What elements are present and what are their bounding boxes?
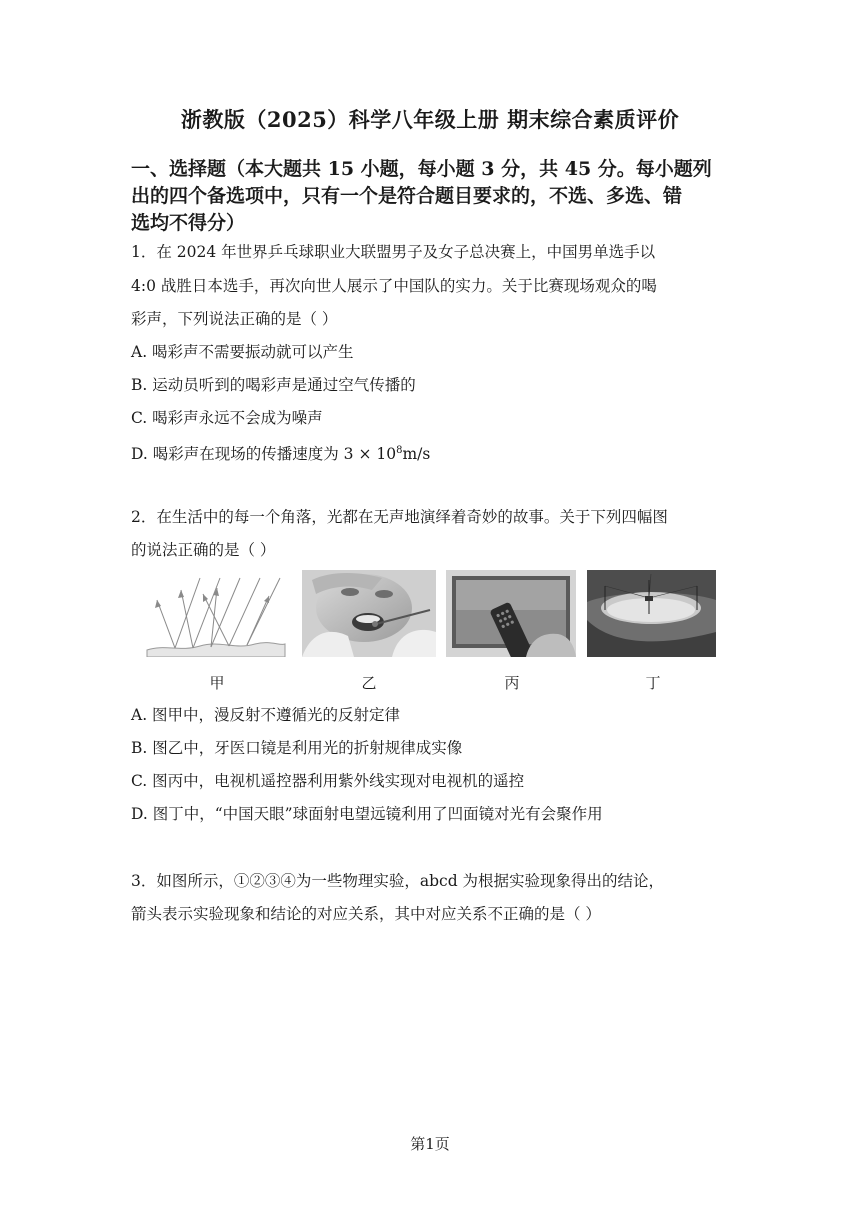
q2-option-c: C. 图丙中，电视机遥控器利用紫外线实现对电视机的遥控 xyxy=(131,772,525,790)
q1-stem-line-3: 彩声，下列说法正确的是（ ） xyxy=(131,310,338,328)
document-title: 浙教版（2025）科学八年级上册 期末综合素质评价 xyxy=(180,107,680,132)
q1-stem-line-2: 4:0 战胜日本选手，再次向世人展示了中国队的实力。关于比赛现场观众的喝 xyxy=(131,277,657,295)
figure-bing-tv-remote xyxy=(446,570,576,657)
section-line-3: 选均不得分） xyxy=(131,212,246,234)
q2-stem-line-1: 2．在生活中的每一个角落，光都在无声地演绎着奇妙的故事。关于下列四幅图 xyxy=(131,508,668,526)
q2-option-b: B. 图乙中，牙医口镜是利用光的折射规律成实像 xyxy=(131,739,463,757)
q2-option-d: D. 图丁中，“中国天眼”球面射电望远镜利用了凹面镜对光有会聚作用 xyxy=(131,805,603,823)
q2-stem-line-2: 的说法正确的是（ ） xyxy=(131,541,276,559)
page-number: 第1页 xyxy=(410,1135,450,1153)
figure-caption-jia: 甲 xyxy=(209,674,225,692)
section-heading xyxy=(131,156,731,237)
section-line-1: 一、选择题（本大题共 15 小题，每小题 3 分，共 45 分。每小题列 xyxy=(131,158,712,180)
q1-option-c: C. 喝彩声永远不会成为噪声 xyxy=(131,409,323,427)
q1-option-d-text: D. 喝彩声在现场的传播速度为 3 × 10 xyxy=(131,445,397,464)
q1-option-d-unit: m/s xyxy=(402,445,431,464)
q1-option-b: B. 运动员听到的喝彩声是通过空气传播的 xyxy=(131,376,416,394)
figure-jia-diffuse-reflection xyxy=(145,570,287,657)
q1-option-a: A. 喝彩声不需要振动就可以产生 xyxy=(131,343,354,361)
figure-ding-fast-telescope xyxy=(587,570,716,657)
q3-stem-line-1: 3．如图所示，①②③④为一些物理实验，abcd 为根据实验现象得出的结论， xyxy=(131,872,665,890)
figure-caption-bing: 丙 xyxy=(504,674,520,692)
q3-stem-line-2: 箭头表示实验现象和结论的对应关系，其中对应关系不正确的是（ ） xyxy=(131,905,601,923)
q1-stem-line-1: 1．在 2024 年世界乒乓球职业大联盟男子及女子总决赛上，中国男单选手以 xyxy=(131,243,656,261)
q1-option-d-exponent: 8 xyxy=(396,445,403,456)
figure-yi-dentist-mirror xyxy=(302,570,436,657)
q2-option-a: A. 图甲中，漫反射不遵循光的反射定律 xyxy=(131,706,401,724)
figure-caption-ding: 丁 xyxy=(645,674,661,692)
q1-option-d xyxy=(131,441,731,464)
section-line-2: 出的四个备选项中，只有一个是符合题目要求的，不选、多选、错 xyxy=(131,185,683,207)
figure-caption-yi: 乙 xyxy=(361,674,377,692)
